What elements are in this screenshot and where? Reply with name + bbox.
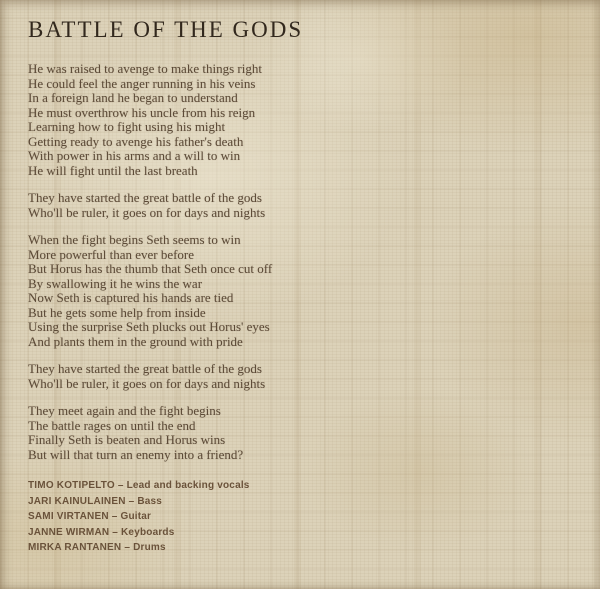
lyrics-block xyxy=(28,62,576,462)
credits-block xyxy=(28,478,576,556)
lyrics-stanza xyxy=(28,191,576,220)
lyrics-line: He was raised to avenge to make things right xyxy=(28,61,262,76)
lyrics-line: They have started the great battle of the gods xyxy=(28,190,262,205)
lyrics-stanza xyxy=(28,233,576,349)
lyrics-line: They have started the great battle of the gods xyxy=(28,361,262,376)
lyrics-line: In a foreign land he began to understand xyxy=(28,90,238,105)
lyrics-line: But he gets some help from inside xyxy=(28,304,206,320)
page-content xyxy=(28,16,576,556)
lyrics-line: By swallowing it he wins the war xyxy=(28,275,203,291)
credit-line: JANNE WIRMAN – Keyboards xyxy=(28,526,175,538)
lyrics-line: Who'll be ruler, it goes on for days and nights xyxy=(28,375,266,391)
lyrics-stanza xyxy=(28,404,576,462)
lyrics-stanza xyxy=(28,362,576,391)
credit-line: JARI KAINULAINEN – Bass xyxy=(28,495,163,507)
lyrics-line: Now Seth is captured his hands are tied xyxy=(28,290,234,305)
credit-line: SAMI VIRTANEN – Guitar xyxy=(28,511,152,523)
lyrics-line: With power in his arms and a will to win xyxy=(28,148,241,163)
lyrics-line: But Horus has the thumb that Seth once cut off xyxy=(28,261,273,276)
lyrics-line: They meet again and the fight begins xyxy=(28,403,221,418)
lyrics-line: Using the surprise Seth plucks out Horus' eyes xyxy=(28,319,270,334)
credit-line: MIRKA RANTANEN – Drums xyxy=(28,542,166,554)
lyrics-line: And plants them in the ground with pride xyxy=(28,333,243,349)
song-title: BATTLE OF THE GODS xyxy=(28,17,304,42)
lyrics-line: He could feel the anger running in his veins xyxy=(28,75,256,91)
credit-line: TIMO KOTIPELTO – Lead and backing vocals xyxy=(28,480,250,491)
lyrics-stanza xyxy=(28,62,576,178)
lyrics-line: He must overthrow his uncle from his reign xyxy=(28,104,256,120)
lyrics-line: The battle rages on until the end xyxy=(28,417,196,433)
lyrics-line: He will fight until the last breath xyxy=(28,162,198,178)
lyrics-line: Finally Seth is beaten and Horus wins xyxy=(28,432,226,447)
lyrics-line: More powerful than ever before xyxy=(28,246,195,262)
lyrics-line: Learning how to fight using his might xyxy=(28,119,226,134)
lyrics-line: When the fight begins Seth seems to win xyxy=(28,232,241,247)
lyrics-line: Who'll be ruler, it goes on for days and nights xyxy=(28,204,266,220)
lyrics-line: But will that turn an enemy into a friend? xyxy=(28,446,244,462)
lyrics-line: Getting ready to avenge his father's death xyxy=(28,133,244,149)
